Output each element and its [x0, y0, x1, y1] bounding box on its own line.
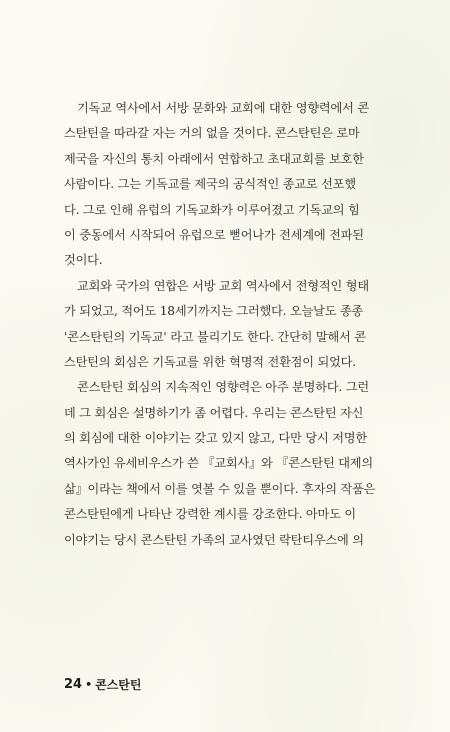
text-line: 기독교 역사에서 서방 문화와 교회에 대한 영향력에서 콘	[77, 101, 369, 115]
page-footer	[64, 676, 142, 693]
text-line: 콘스탄틴 회심의 지속적인 영향력은 아주 분명하다. 그런	[77, 380, 369, 395]
text-line: 교회와 국가의 연합은 서방 교회 역사에서 전형적인 형태	[77, 278, 369, 293]
text-line: 삶』이라는 책에서 이를 엿볼 수 있을 뿐이다. 후자의 작품은	[64, 481, 376, 496]
running-title: 콘스탄틴	[95, 678, 142, 692]
text-line: 스탄틴의 회심은 기독교를 위한 혁명적 전환점이 되었다.	[64, 354, 356, 369]
text-line: 것이다.	[64, 253, 103, 268]
text-line: 의 회심에 대한 이야기는 갖고 있지 않고, 다만 당시 저명한	[64, 431, 367, 446]
text-line: '콘스탄틴의 기독교' 라고 불리기도 한다. 간단히 말해서 콘	[64, 329, 366, 344]
footer-separator: •	[85, 678, 93, 691]
text-line: 가 되었고, 적어도 18세기까지는 그러했다. 오늘날도 종종	[64, 304, 364, 319]
text-line: 이 중동에서 시작되어 유럽으로 뻗어나가 전세계에 전파된	[64, 227, 364, 242]
text-line: 이야기는 당시 콘스탄틴 가족의 교사였던 락탄티우스에 의	[64, 532, 364, 547]
text-line: 다. 그로 인해 유럽의 기독교화가 이루어졌고 기독교의 힘	[64, 202, 360, 217]
text-line: 역사가인 유세비우스가 쓴 『교회사』와 『콘스탄틴 대제의	[64, 456, 373, 471]
page-number: 24	[64, 677, 83, 692]
text-line: 콘스탄틴에게 나타난 강력한 계시를 강조한다. 아마도 이	[64, 507, 356, 522]
text-line: 사람이다. 그는 기독교를 제국의 공식적인 종교로 선포했	[64, 177, 356, 192]
body-text	[64, 96, 382, 553]
text-line: 스탄틴을 따라갈 자는 거의 없을 것이다. 콘스탄틴은 로마	[64, 126, 360, 141]
text-line: 제국을 자신의 통치 아래에서 연합하고 초대교회를 보호한	[64, 151, 364, 166]
text-line: 데 그 회심은 설명하기가 좀 어렵다. 우리는 콘스탄틴 자신	[64, 405, 364, 420]
